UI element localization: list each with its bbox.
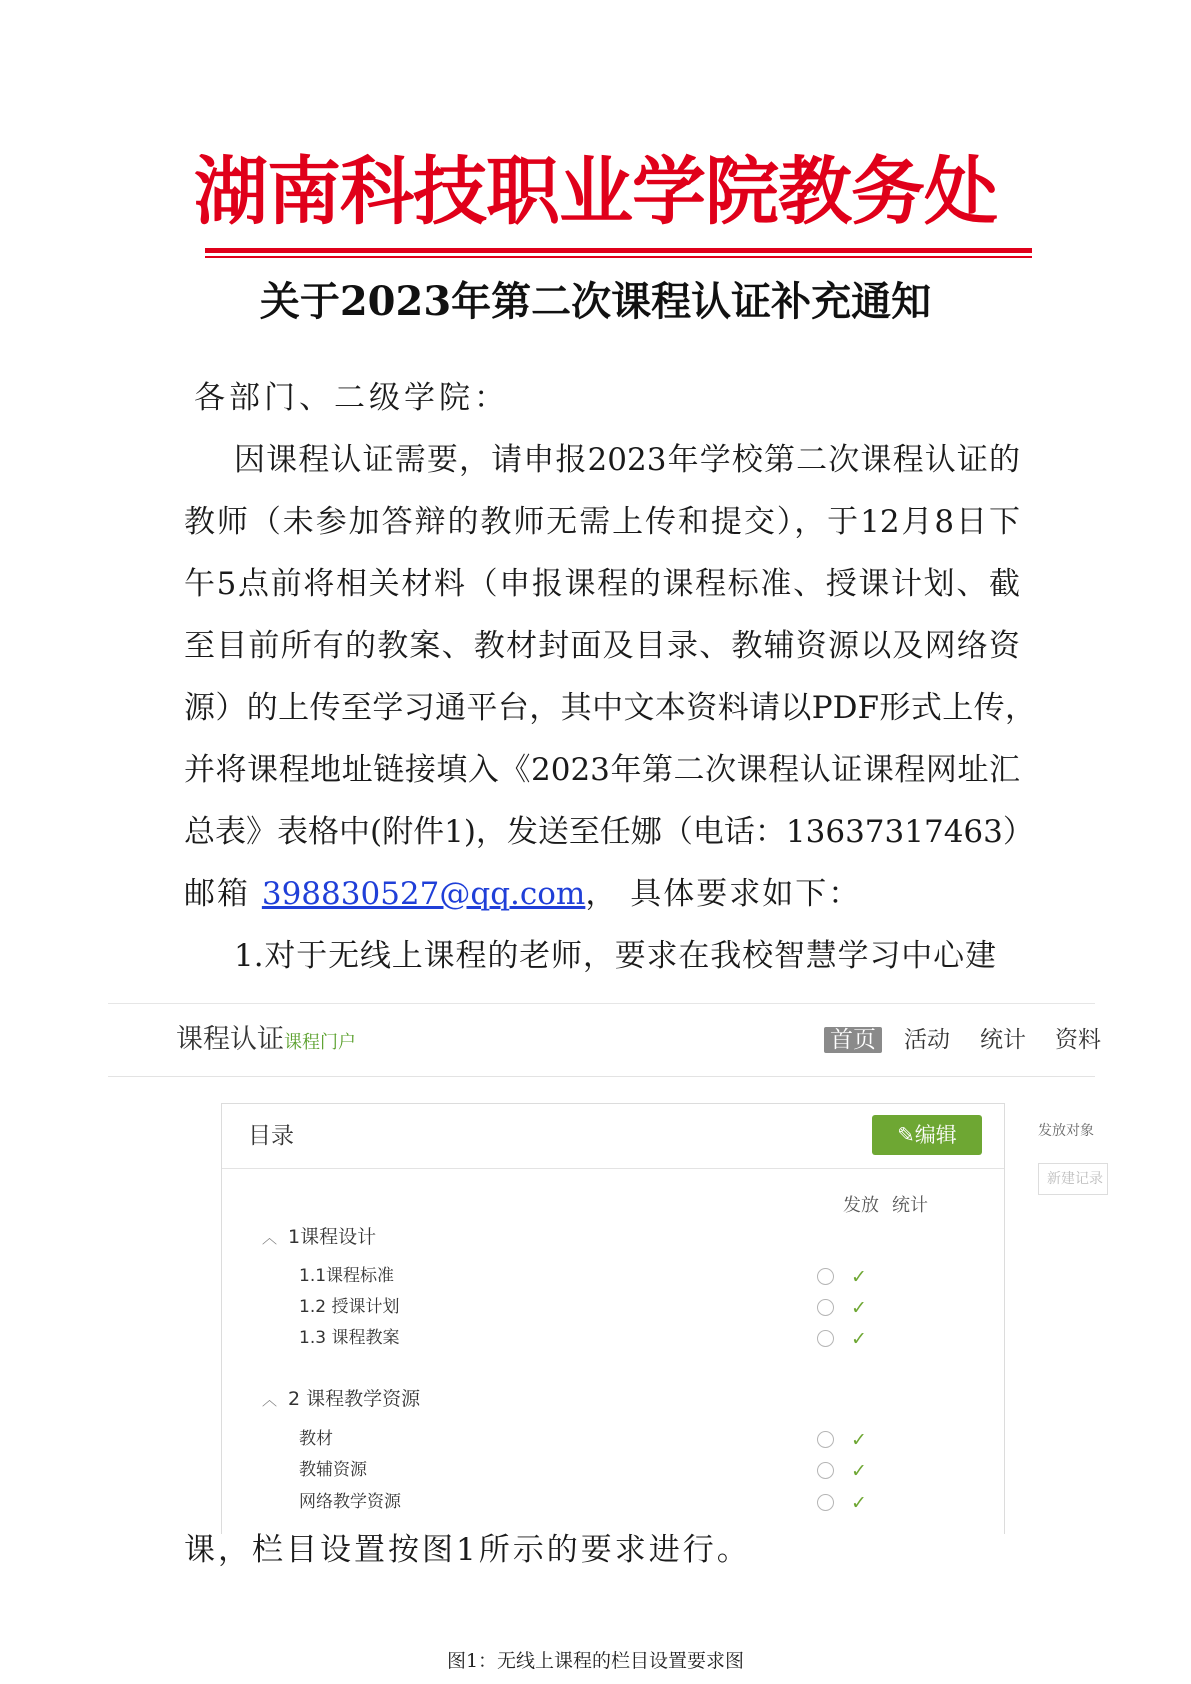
list-item[interactable]: 教材 <box>299 1429 333 1449</box>
item1-line: 1.对于无线上课程的老师，要求在我校智慧学习中心建 <box>234 938 996 974</box>
para-line: 源）的上传至学习通平台，其中文本资料请以PDF形式上传， <box>184 690 1036 726</box>
email-link[interactable]: 398830527@qq.com <box>261 876 586 912</box>
letterhead-rule-thick <box>205 248 1032 253</box>
radio-icon[interactable] <box>817 1462 834 1479</box>
check-icon: ✓ <box>851 1429 867 1451</box>
figure-screenshot <box>108 1003 1103 1531</box>
nav-resources[interactable]: 资料 <box>1055 1027 1101 1053</box>
letterhead-rule-thin <box>205 256 1032 258</box>
panel-header <box>222 1104 1004 1169</box>
brand-subtitle: 课程门户 <box>284 1032 356 1053</box>
para-line: 并将课程地址链接填入《2023年第二次课程认证课程网址汇 <box>184 752 1020 788</box>
para-line: 午5点前将相关材料（申报课程的课程标准、授课计划、截 <box>184 566 1020 602</box>
list-item[interactable]: 教辅资源 <box>299 1460 367 1480</box>
check-icon: ✓ <box>851 1266 867 1288</box>
list-item[interactable]: 1.1课程标准 <box>299 1266 395 1286</box>
column-stats: 统计 <box>892 1195 928 1216</box>
check-icon: ✓ <box>851 1297 867 1319</box>
letterhead: 湖南科技职业学院教务处 <box>194 149 997 235</box>
nav-stats[interactable]: 统计 <box>980 1027 1026 1053</box>
pencil-icon: ✎ <box>897 1123 915 1147</box>
radio-icon[interactable] <box>817 1431 834 1448</box>
email-suffix: ， 具体要求如下： <box>585 876 862 912</box>
radio-icon[interactable] <box>817 1330 834 1347</box>
para-line: 总表》表格中(附件1)，发送至任娜（电话：13637317463） <box>184 814 1034 850</box>
para-line: 至目前所有的教案、教材封面及目录、教辅资源以及网络资 <box>184 628 1020 664</box>
list-item[interactable]: 网络教学资源 <box>299 1492 401 1512</box>
document-title: 关于2023年第二次课程认证补充通知 <box>259 278 932 325</box>
side-input[interactable]: 新建记录 <box>1038 1163 1108 1195</box>
figure-caption: 图1：无线上课程的栏目设置要求图 <box>446 1650 745 1672</box>
check-icon: ✓ <box>851 1492 867 1514</box>
brand-title: 课程认证 <box>176 1024 284 1055</box>
brand <box>176 1023 356 1060</box>
section-header[interactable]: ︿ 1课程设计 <box>262 1224 376 1251</box>
nav-home[interactable]: 首页 <box>824 1023 882 1057</box>
para-line: 教师（未参加答辩的教师无需上传和提交），于12月8日下 <box>184 504 1020 540</box>
radio-icon[interactable] <box>817 1494 834 1511</box>
header-divider <box>108 1076 1095 1077</box>
check-icon: ✓ <box>851 1328 867 1350</box>
side-label: 发放对象 <box>1038 1123 1094 1139</box>
chevron-up-icon: ︿ <box>262 1229 278 1247</box>
catalog-panel <box>221 1103 1005 1534</box>
salutation: 各部门、二级学院： <box>194 380 509 416</box>
para-line: 因课程认证需要，请申报2023年学校第二次课程认证的 <box>234 442 1020 478</box>
panel-title: 目录 <box>248 1123 294 1149</box>
check-icon: ✓ <box>851 1460 867 1482</box>
edit-button[interactable]: ✎编辑 <box>872 1115 982 1155</box>
email-prefix: 邮箱 <box>184 876 250 912</box>
column-publish: 发放 <box>843 1195 879 1216</box>
nav-activity[interactable]: 活动 <box>904 1027 950 1053</box>
divider <box>108 1003 1095 1004</box>
list-item[interactable]: 1.2 授课计划 <box>299 1297 400 1317</box>
list-item[interactable]: 1.3 课程教案 <box>299 1328 400 1348</box>
radio-icon[interactable] <box>817 1268 834 1285</box>
radio-icon[interactable] <box>817 1299 834 1316</box>
chevron-up-icon: ︿ <box>262 1391 278 1409</box>
item1-continuation: 课，栏目设置按图1所示的要求进行。 <box>184 1532 751 1568</box>
section-header[interactable]: ︿ 2 课程教学资源 <box>262 1386 420 1413</box>
email-line <box>184 872 861 916</box>
